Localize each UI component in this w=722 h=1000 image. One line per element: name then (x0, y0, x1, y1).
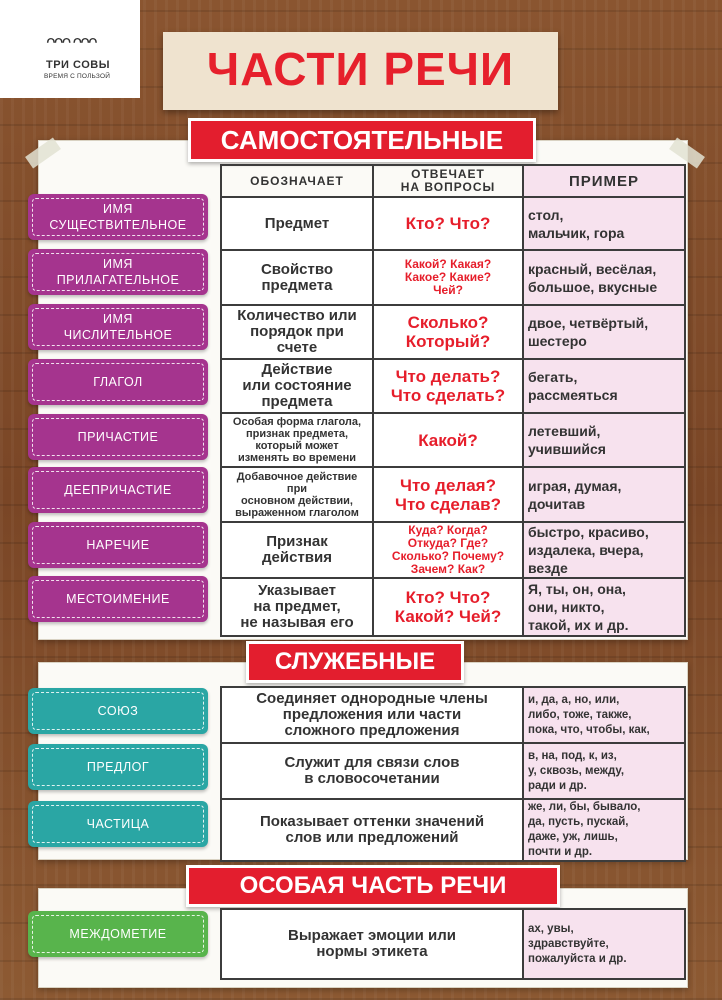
meaning-cell: Количество или порядок при счете (221, 305, 373, 359)
example-cell: летевший, учившийся (523, 413, 685, 467)
label-adjective: ИМЯ ПРИЛАГАТЕЛЬНОЕ (28, 249, 208, 295)
label-conjunction: СОЮЗ (28, 688, 208, 734)
example-cell: быстро, красиво, издалека, вчера, везде (523, 522, 685, 578)
questions-cell: Кто? Что? Какой? Чей? (373, 578, 523, 636)
example-cell: Я, ты, он, она, они, никто, такой, их и др. (523, 578, 685, 636)
column-header-meaning: ОБОЗНАЧАЕТ (221, 165, 373, 197)
table-row (221, 522, 685, 578)
meaning-cell: Предмет (221, 197, 373, 250)
meaning-cell: Признак действия (221, 522, 373, 578)
label-participle: ПРИЧАСТИЕ (28, 414, 208, 460)
meaning-cell: Показывает оттенки значений слов или предложений (221, 799, 523, 861)
example-cell: и, да, а, но, или, либо, тоже, также, пока, что, чтобы, как, (523, 687, 685, 743)
example-cell: двое, четвёртый, шестеро (523, 305, 685, 359)
meaning-cell: Служит для связи слов в словосочетании (221, 743, 523, 799)
meaning-cell: Действие или состояние предмета (221, 359, 373, 413)
table-row (221, 467, 685, 522)
table-row (221, 305, 685, 359)
section-header-special: ОСОБАЯ ЧАСТЬ РЕЧИ (186, 865, 560, 907)
table-row (221, 743, 685, 799)
column-header-example: ПРИМЕР (523, 165, 685, 197)
example-cell: играя, думая, дочитав (523, 467, 685, 522)
label-gerund: ДЕЕПРИЧАСТИЕ (28, 467, 208, 513)
section-header-auxiliary: СЛУЖЕБНЫЕ (246, 641, 464, 683)
independent-table (220, 164, 686, 637)
example-cell: красный, весёлая, большое, вкусные (523, 250, 685, 305)
table-row (221, 250, 685, 305)
questions-cell: Какой? (373, 413, 523, 467)
table-row (221, 687, 685, 743)
auxiliary-table (220, 686, 686, 862)
label-particle: ЧАСТИЦА (28, 801, 208, 847)
owls-icon: ᴖᴖᴖ ᴖᴖᴖ (46, 32, 96, 51)
table-row (221, 799, 685, 861)
logo-tagline: ВРЕМЯ С ПОЛЬЗОЙ (44, 73, 111, 80)
logo (0, 0, 140, 98)
questions-cell: Какой? Какая? Какое? Какие? Чей? (373, 250, 523, 305)
label-numeral: ИМЯ ЧИСЛИТЕЛЬНОЕ (28, 304, 208, 350)
example-cell: же, ли, бы, бывало, да, пусть, пускай, даже, уж, лишь, почти и др. (523, 799, 685, 861)
meaning-cell: Соединяет однородные члены предложения или части сложного предложения (221, 687, 523, 743)
meaning-cell: Особая форма глагола, признак предмета, который может изменять во времени (221, 413, 373, 467)
example-cell: ах, увы, здравствуйте, пожалуйста и др. (523, 909, 685, 979)
label-pronoun: МЕСТОИМЕНИЕ (28, 576, 208, 622)
questions-cell: Куда? Когда? Откуда? Где? Сколько? Почему? Зачем? Как? (373, 522, 523, 578)
questions-cell: Кто? Что? (373, 197, 523, 250)
column-header-questions: ОТВЕЧАЕТ НА ВОПРОСЫ (373, 165, 523, 197)
label-verb: ГЛАГОЛ (28, 359, 208, 405)
special-table (220, 908, 686, 980)
label-adverb: НАРЕЧИЕ (28, 522, 208, 568)
meaning-cell: Выражает эмоции или нормы этикета (221, 909, 523, 979)
label-interjection: МЕЖДОМЕТИЕ (28, 911, 208, 957)
example-cell: стол, мальчик, гора (523, 197, 685, 250)
example-cell: бегать, рассмеяться (523, 359, 685, 413)
table-row (221, 359, 685, 413)
logo-name: ТРИ СОВЫ (46, 59, 110, 71)
table-row (221, 578, 685, 636)
label-noun: ИМЯ СУЩЕСТВИТЕЛЬНОЕ (28, 194, 208, 240)
questions-cell: Что делать? Что сделать? (373, 359, 523, 413)
questions-cell: Что делая? Что сделав? (373, 467, 523, 522)
page-title: ЧАСТИ РЕЧИ (206, 43, 515, 95)
example-cell: в, на, под, к, из, у, сквозь, между, ради и др. (523, 743, 685, 799)
table-row (221, 197, 685, 250)
meaning-cell: Указывает на предмет, не называя его (221, 578, 373, 636)
table-row (221, 413, 685, 467)
table-row (221, 909, 685, 979)
label-preposition: ПРЕДЛОГ (28, 744, 208, 790)
meaning-cell: Свойство предмета (221, 250, 373, 305)
meaning-cell: Добавочное действие при основном действии, выраженном глаголом (221, 467, 373, 522)
section-header-independent: САМОСТОЯТЕЛЬНЫЕ (188, 118, 536, 162)
questions-cell: Сколько? Который? (373, 305, 523, 359)
title-banner (163, 32, 558, 110)
